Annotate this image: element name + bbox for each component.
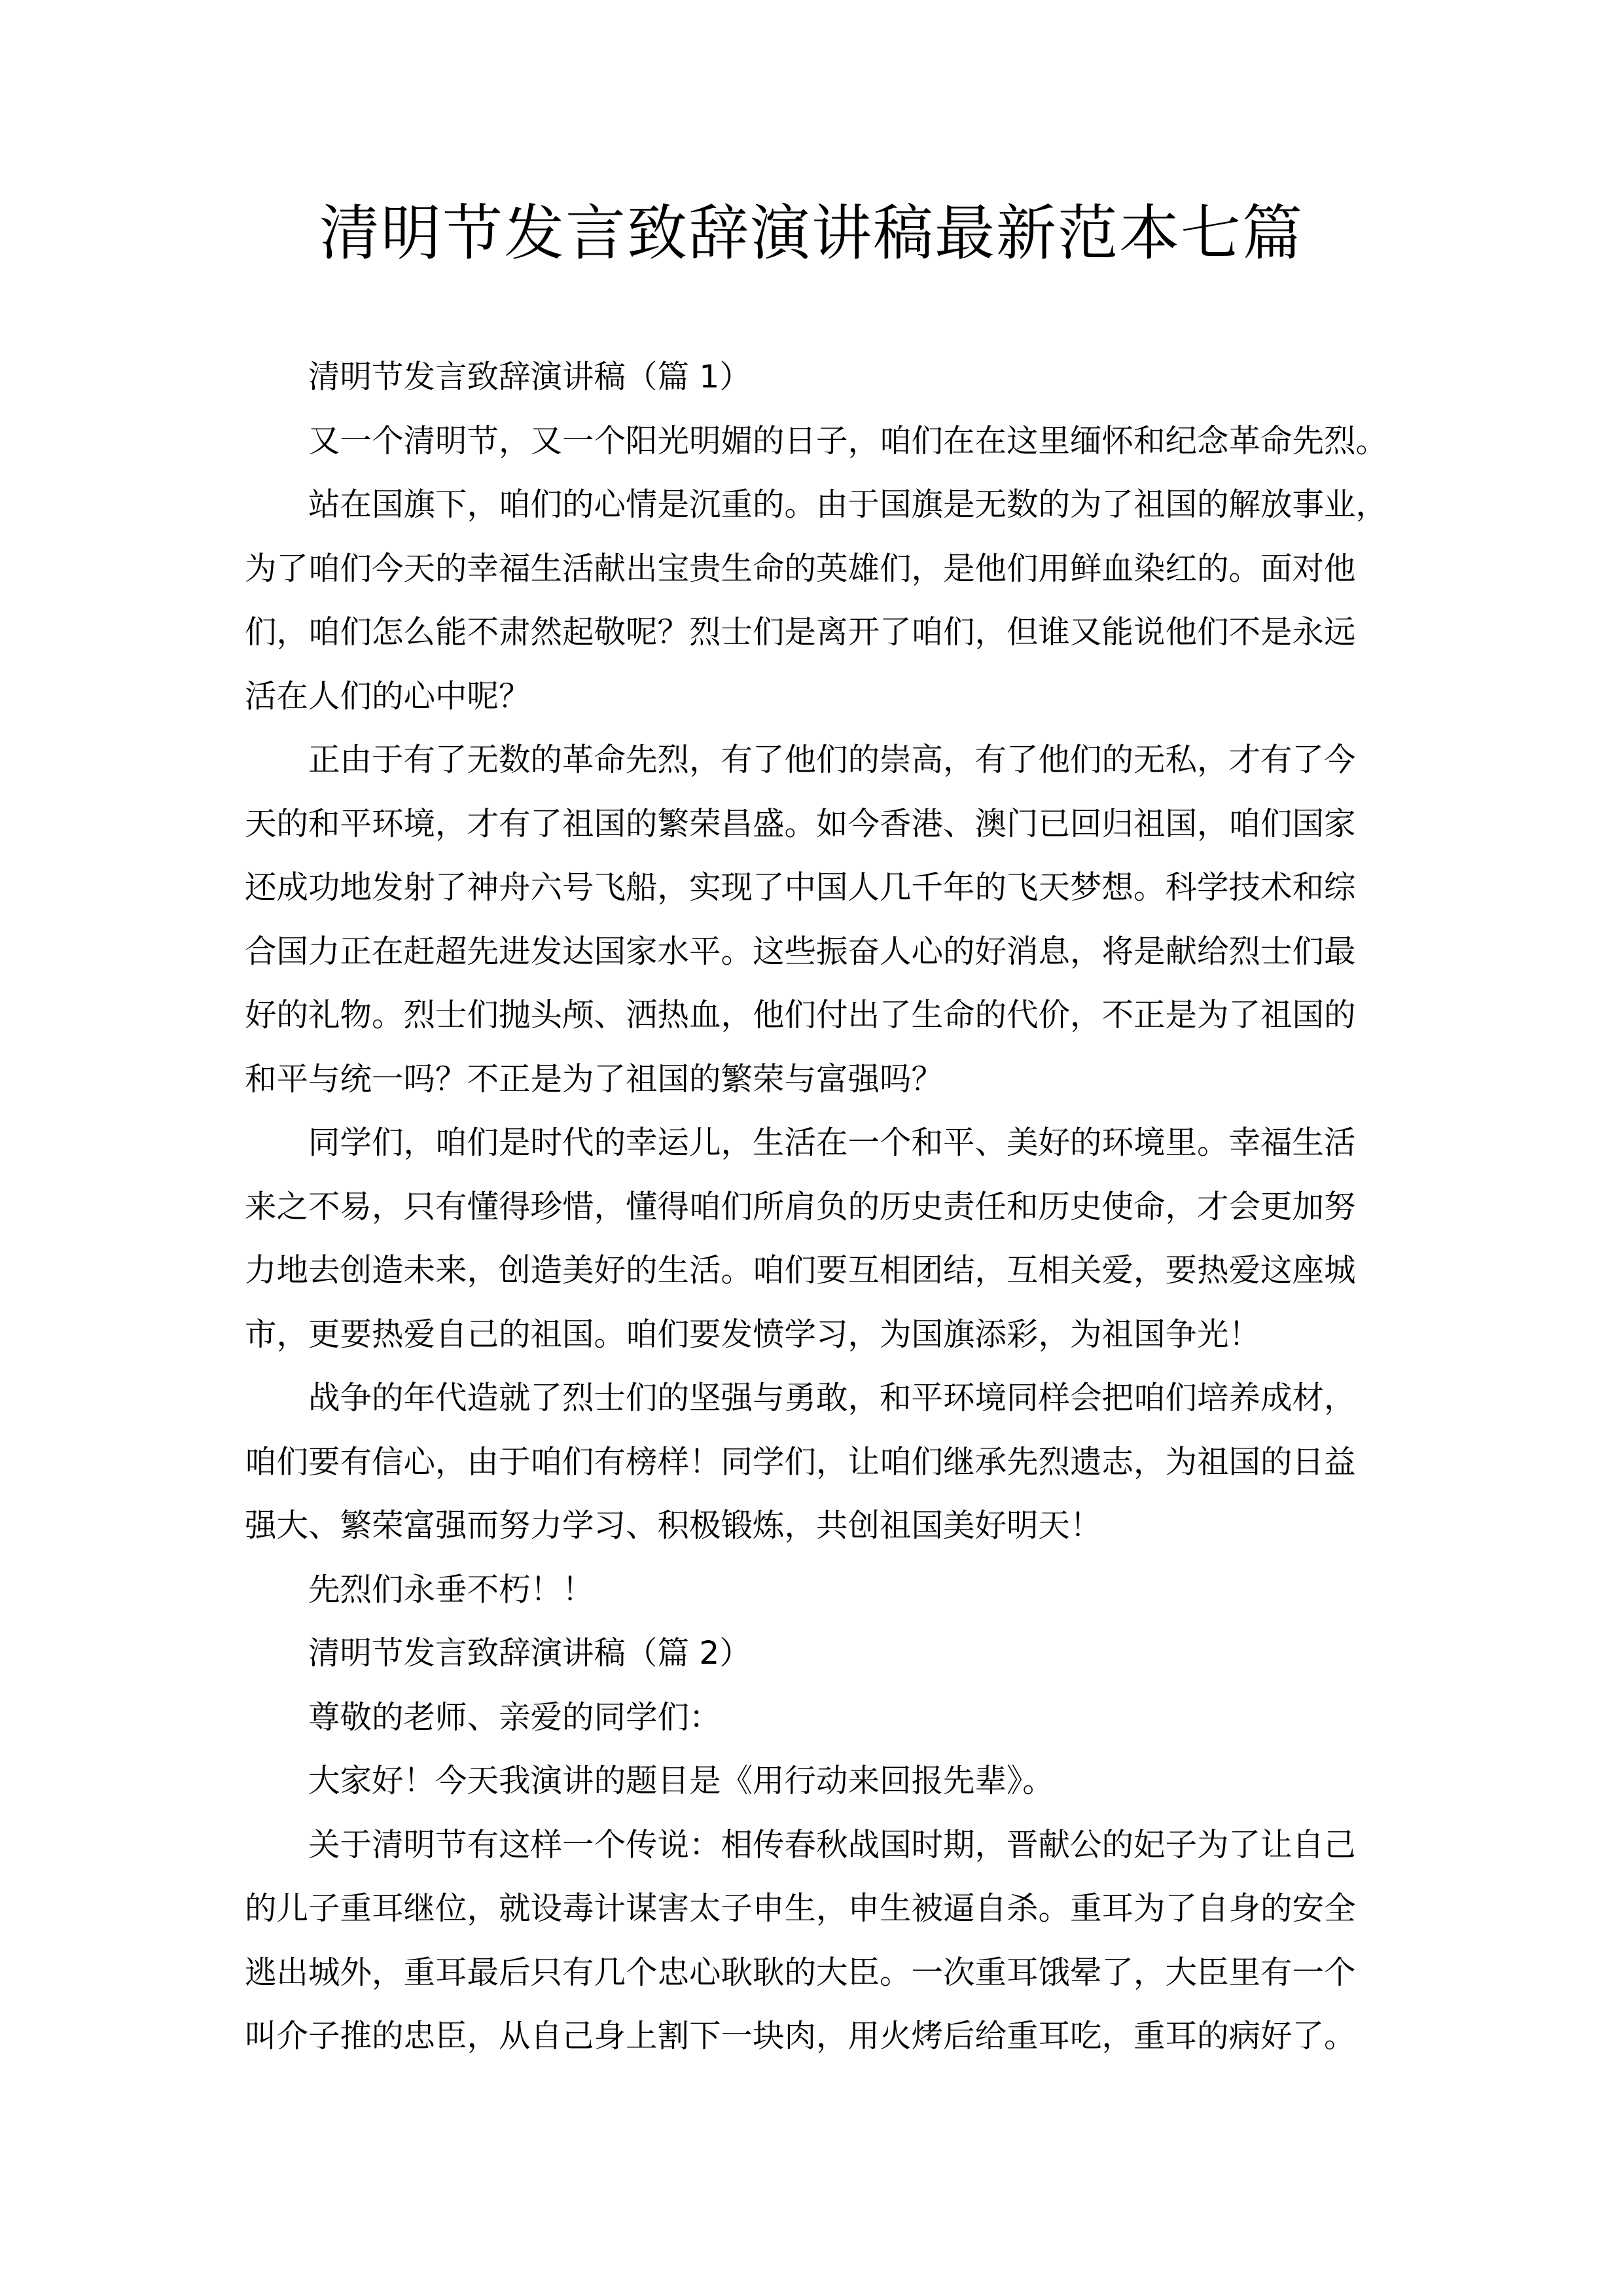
text-line: 正由于有了无数的革命先烈，有了他们的崇高，有了他们的无私，才有了今 [308, 742, 1356, 778]
text-line: 还成功地发射了神舟六号飞船，实现了中国人几千年的飞天梦想。科学技术和综 [245, 869, 1356, 906]
section-heading-1: 清明节发言致辞演讲稿（篇 1） [308, 359, 751, 395]
document-body [245, 346, 1388, 2069]
text-line: 关于清明节有这样一个传说：相传春秋战国时期，晋献公的妃子为了让自己 [308, 1826, 1356, 1863]
text-line: 好的礼物。烈士们抛头颅、洒热血，他们付出了生命的代价，不正是为了祖国的 [245, 997, 1356, 1033]
text-line: 先烈们永垂不朽！！ [308, 1571, 594, 1608]
text-line: 天的和平环境，才有了祖国的繁荣昌盛。如今香港、澳门已回归祖国，咱们国家 [245, 805, 1356, 842]
text-line: 和平与统一吗？不正是为了祖国的繁荣与富强吗？ [245, 1060, 944, 1098]
text-line: 们，咱们怎么能不肃然起敬呢？烈士们是离开了咱们，但谁又能说他们不是永远 [245, 614, 1356, 651]
text-line: 合国力正在赶超先进发达国家水平。这些振奋人心的好消息，将是献给烈士们最 [245, 933, 1356, 970]
text-line: 强大、繁荣富强而努力学习、积极锻炼，共创祖国美好明天！ [245, 1507, 1102, 1544]
text-line: 的儿子重耳继位，就设毒计谋害太子申生，申生被逼自杀。重耳为了自身的安全 [245, 1890, 1356, 1927]
text-line: 站在国旗下，咱们的心情是沉重的。由于国旗是无数的为了祖国的解放事业， [308, 486, 1388, 523]
section-heading-2: 清明节发言致辞演讲稿（篇 2） [308, 1635, 751, 1672]
text-line: 来之不易，只有懂得珍惜，懂得咱们所肩负的历史责任和历史使命，才会更加努 [245, 1188, 1356, 1225]
text-line: 市，更要热爱自己的祖国。咱们要发愤学习，为国旗添彩，为祖国争光！ [245, 1316, 1261, 1353]
salutation: 尊敬的老师、亲爱的同学们： [308, 1698, 721, 1736]
text-line: 力地去创造未来，创造美好的生活。咱们要互相团结，互相关爱，要热爱这座城 [245, 1252, 1356, 1289]
text-line: 为了咱们今天的幸福生活献出宝贵生命的英雄们，是他们用鲜血染红的。面对他 [245, 550, 1356, 587]
text-line: 叫介子推的忠臣，从自己身上割下一块肉，用火烤后给重耳吃，重耳的病好了。 [245, 2018, 1356, 2054]
text-line: 咱们要有信心，由于咱们有榜样！同学们，让咱们继承先烈遗志，为祖国的日益 [245, 1443, 1356, 1480]
text-line: 大家好！今天我演讲的题目是《用行动来回报先辈》。 [308, 1763, 1054, 1799]
text-line: 活在人们的心中呢？ [245, 677, 531, 715]
text-line: 逃出城外，重耳最后只有几个忠心耿耿的大臣。一次重耳饿晕了，大臣里有一个 [245, 1954, 1356, 1991]
text-line: 战争的年代造就了烈士们的坚强与勇敢，和平环境同样会把咱们培养成材， [308, 1380, 1356, 1416]
text-line: 又一个清明节，又一个阳光明媚的日子，咱们在在这里缅怀和纪念革命先烈。 [308, 422, 1388, 459]
document-title: 清明节发言致辞演讲稿最新范本七篇 [319, 198, 1304, 268]
text-line: 同学们，咱们是时代的幸运儿，生活在一个和平、美好的环境里。幸福生活 [308, 1124, 1356, 1161]
